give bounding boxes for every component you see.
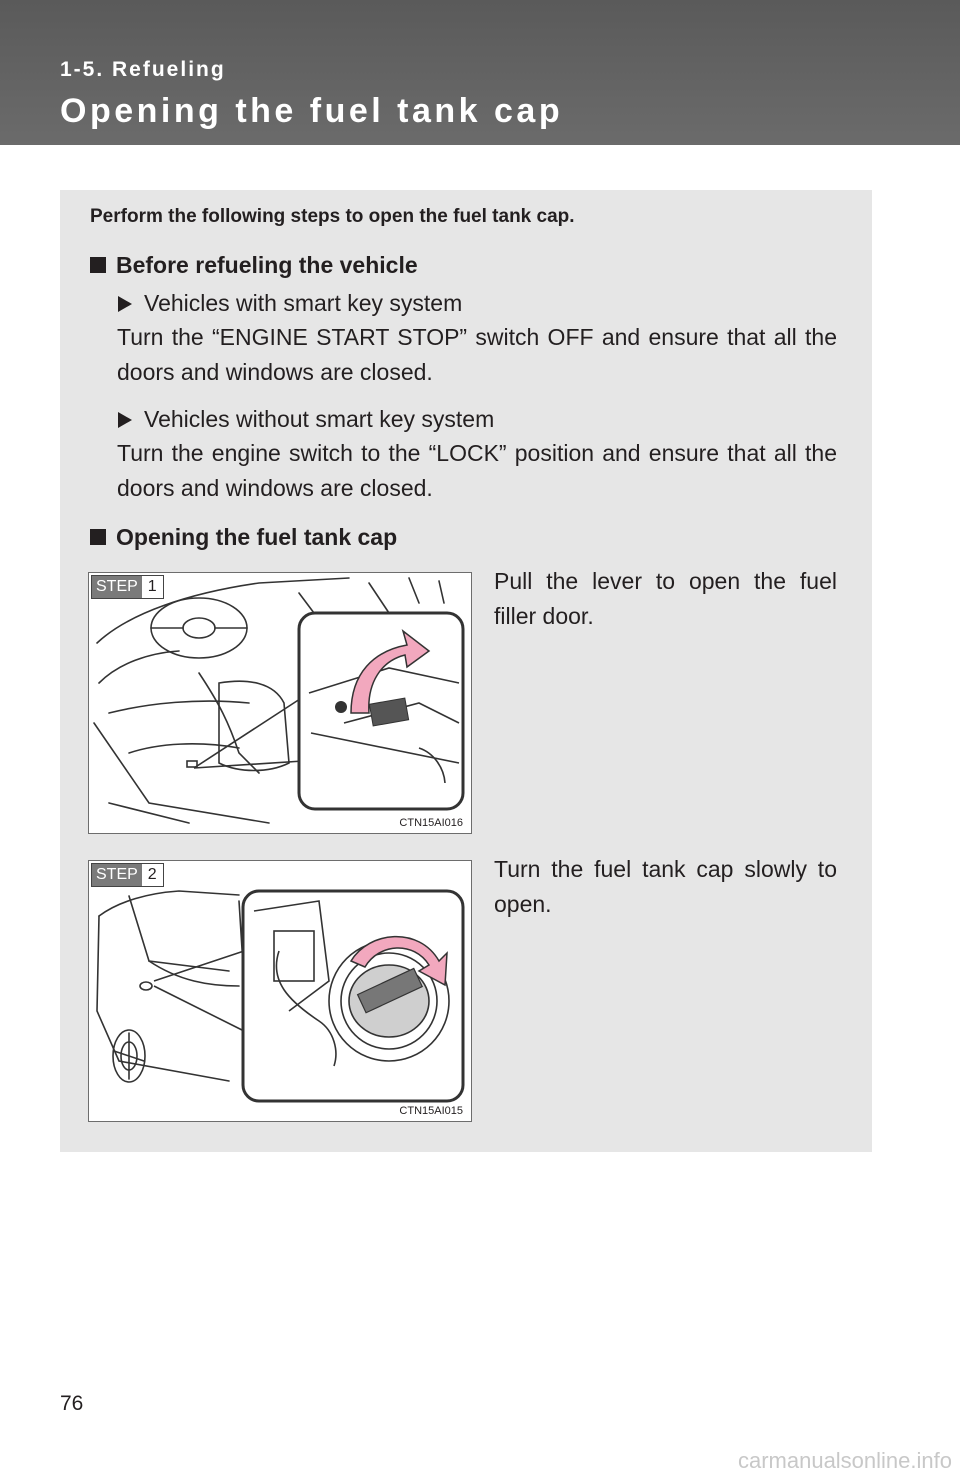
step1-illustration [88, 572, 472, 834]
intro-text: Perform the following steps to open the fuel tank cap. [90, 206, 575, 227]
figure-code: CTN15AI016 [399, 817, 463, 829]
figure-code: CTN15AI015 [399, 1105, 463, 1117]
step2-badge: STEP 2 [91, 863, 164, 887]
square-bullet-icon [90, 529, 106, 545]
step2-instruction: Turn the fuel tank cap slowly to open. [494, 856, 837, 917]
square-bullet-icon [90, 257, 106, 273]
smart-key-label: Vehicles with smart key system [118, 290, 462, 317]
step1-instruction: Pull the lever to open the fuel filler door. [494, 568, 837, 629]
page-title: Opening the fuel tank cap [60, 92, 564, 130]
page-number: 76 [60, 1392, 84, 1415]
fuel-lever-drawing [89, 573, 472, 834]
no-smart-key-instruction: Turn the engine switch to the “LOCK” position and ensure that all the doors and windows are closed. [117, 440, 837, 501]
fuel-cap-drawing [89, 861, 472, 1122]
section-label: 1-5. Refueling [60, 58, 226, 81]
step1-badge: STEP 1 [91, 575, 164, 599]
page-header [0, 0, 960, 145]
no-smart-key-label: Vehicles without smart key system [118, 406, 494, 433]
smart-key-instruction: Turn the “ENGINE START STOP” switch OFF and ensure that all the doors and windows are closed. [117, 324, 837, 385]
opening-cap-heading: Opening the fuel tank cap [90, 524, 397, 551]
step2-illustration [88, 860, 472, 1122]
watermark: carmanualsonline.info [737, 1448, 952, 1473]
triangle-arrow-icon [118, 296, 132, 312]
before-refueling-heading: Before refueling the vehicle [90, 252, 418, 279]
triangle-arrow-icon [118, 412, 132, 428]
